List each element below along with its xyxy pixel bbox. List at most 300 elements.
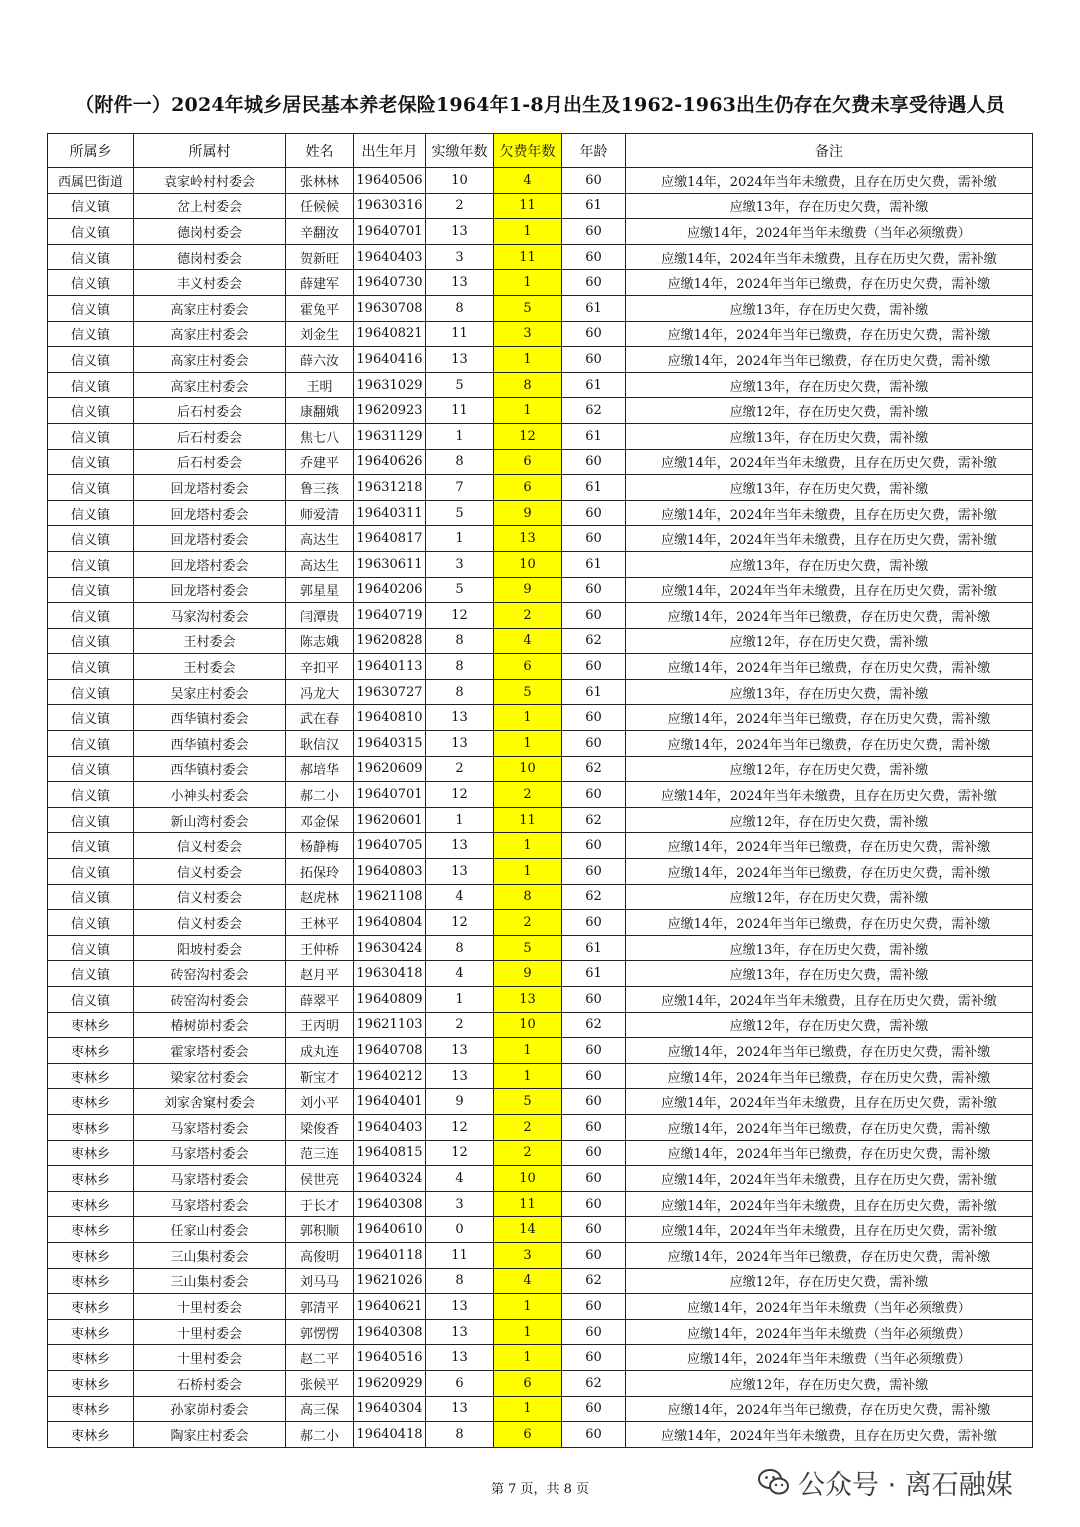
cell-remarks: 应缴14年，2024年当年已缴费，存在历史欠费，需补缴	[626, 270, 1033, 296]
table-row	[48, 423, 1033, 449]
cell-birth-date: 19640810	[354, 705, 426, 731]
cell-arrears-years: 10	[494, 1166, 562, 1192]
cell-village: 德岗村委会	[134, 244, 286, 270]
cell-birth-date: 19630418	[354, 961, 426, 987]
cell-township: 信义镇	[48, 833, 134, 859]
cell-age: 60	[562, 1422, 626, 1448]
cell-birth-date: 19640118	[354, 1242, 426, 1268]
cell-birth-date: 19631218	[354, 475, 426, 501]
cell-township: 枣林乡	[48, 1396, 134, 1422]
cell-arrears-years: 14	[494, 1217, 562, 1243]
cell-township: 信义镇	[48, 987, 134, 1013]
cell-age: 60	[562, 1089, 626, 1115]
cell-age: 60	[562, 1038, 626, 1064]
cell-name: 拓保玲	[286, 859, 354, 885]
cell-name: 张候平	[286, 1370, 354, 1396]
cell-remarks: 应缴12年，存在历史欠费，需补缴	[626, 628, 1033, 654]
cell-birth-date: 19640324	[354, 1166, 426, 1192]
cell-remarks: 应缴14年，2024年当年未缴费，且存在历史欠费，需补缴	[626, 782, 1033, 808]
cell-birth-date: 19640304	[354, 1396, 426, 1422]
table-row	[48, 628, 1033, 654]
cell-birth-date: 19630708	[354, 295, 426, 321]
cell-name: 赵月平	[286, 961, 354, 987]
cell-paid-years: 12	[426, 910, 494, 936]
cell-village: 马家沟村委会	[134, 603, 286, 629]
cell-remarks: 应缴14年，2024年当年未缴费（当年必须缴费）	[626, 1345, 1033, 1371]
cell-arrears-years: 6	[494, 1370, 562, 1396]
cell-remarks: 应缴14年，2024年当年已缴费，存在历史欠费，需补缴	[626, 705, 1033, 731]
cell-birth-date: 19640804	[354, 910, 426, 936]
cell-paid-years: 8	[426, 449, 494, 475]
header-township: 所属乡	[48, 134, 134, 168]
cell-age: 60	[562, 654, 626, 680]
cell-age: 60	[562, 500, 626, 526]
cell-township: 枣林乡	[48, 1217, 134, 1243]
cell-name: 王明	[286, 372, 354, 398]
cell-paid-years: 12	[426, 603, 494, 629]
table-row	[48, 1422, 1033, 1448]
table-row	[48, 1294, 1033, 1320]
cell-age: 60	[562, 731, 626, 757]
cell-paid-years: 8	[426, 654, 494, 680]
cell-township: 枣林乡	[48, 1319, 134, 1345]
cell-arrears-years: 1	[494, 270, 562, 296]
cell-village: 砖窑沟村委会	[134, 987, 286, 1013]
cell-paid-years: 1	[426, 807, 494, 833]
cell-birth-date: 19640418	[354, 1422, 426, 1448]
cell-remarks: 应缴14年，2024年当年未缴费，且存在历史欠费，需补缴	[626, 500, 1033, 526]
cell-arrears-years: 1	[494, 1063, 562, 1089]
cell-name: 郝二小	[286, 782, 354, 808]
cell-township: 信义镇	[48, 782, 134, 808]
cell-village: 陶家庄村委会	[134, 1422, 286, 1448]
cell-arrears-years: 4	[494, 168, 562, 194]
cell-birth-date: 19640308	[354, 1191, 426, 1217]
cell-paid-years: 11	[426, 1242, 494, 1268]
cell-arrears-years: 6	[494, 449, 562, 475]
cell-age: 60	[562, 1242, 626, 1268]
cell-village: 德岗村委会	[134, 219, 286, 245]
cell-birth-date: 19640506	[354, 168, 426, 194]
cell-birth-date: 19640315	[354, 731, 426, 757]
cell-township: 信义镇	[48, 295, 134, 321]
cell-township: 信义镇	[48, 500, 134, 526]
cell-name: 范三连	[286, 1140, 354, 1166]
cell-arrears-years: 5	[494, 295, 562, 321]
cell-village: 回龙塔村委会	[134, 551, 286, 577]
cell-birth-date: 19640610	[354, 1217, 426, 1243]
cell-village: 后石村委会	[134, 423, 286, 449]
cell-birth-date: 19640815	[354, 1140, 426, 1166]
cell-name: 乔建平	[286, 449, 354, 475]
table-row	[48, 1166, 1033, 1192]
table-row	[48, 884, 1033, 910]
cell-township: 枣林乡	[48, 1242, 134, 1268]
cell-birth-date: 19631029	[354, 372, 426, 398]
cell-remarks: 应缴14年，2024年当年已缴费，存在历史欠费，需补缴	[626, 1038, 1033, 1064]
cell-village: 梁家岔村委会	[134, 1063, 286, 1089]
cell-remarks: 应缴14年，2024年当年已缴费，存在历史欠费，需补缴	[626, 833, 1033, 859]
cell-name: 高达生	[286, 551, 354, 577]
cell-arrears-years: 1	[494, 731, 562, 757]
cell-name: 高俊明	[286, 1242, 354, 1268]
table-row	[48, 756, 1033, 782]
table-row	[48, 526, 1033, 552]
cell-paid-years: 13	[426, 1345, 494, 1371]
cell-paid-years: 11	[426, 321, 494, 347]
cell-age: 60	[562, 1140, 626, 1166]
cell-paid-years: 5	[426, 372, 494, 398]
cell-arrears-years: 1	[494, 347, 562, 373]
cell-remarks: 应缴13年，存在历史欠费，需补缴	[626, 423, 1033, 449]
cell-township: 枣林乡	[48, 1089, 134, 1115]
cell-village: 岔上村委会	[134, 193, 286, 219]
cell-township: 信义镇	[48, 884, 134, 910]
table-header-row	[48, 134, 1033, 168]
cell-remarks: 应缴14年，2024年当年已缴费，存在历史欠费，需补缴	[626, 1140, 1033, 1166]
cell-paid-years: 5	[426, 577, 494, 603]
cell-township: 信义镇	[48, 475, 134, 501]
table-row	[48, 347, 1033, 373]
cell-paid-years: 13	[426, 1319, 494, 1345]
cell-arrears-years: 5	[494, 935, 562, 961]
cell-remarks: 应缴13年，存在历史欠费，需补缴	[626, 193, 1033, 219]
cell-township: 信义镇	[48, 859, 134, 885]
cell-arrears-years: 2	[494, 910, 562, 936]
cell-age: 61	[562, 295, 626, 321]
cell-age: 60	[562, 987, 626, 1013]
cell-village: 石桥村委会	[134, 1370, 286, 1396]
cell-arrears-years: 11	[494, 193, 562, 219]
cell-paid-years: 2	[426, 193, 494, 219]
cell-paid-years: 13	[426, 859, 494, 885]
cell-birth-date: 19640705	[354, 833, 426, 859]
cell-arrears-years: 6	[494, 475, 562, 501]
cell-remarks: 应缴12年，存在历史欠费，需补缴	[626, 1268, 1033, 1294]
cell-age: 60	[562, 1166, 626, 1192]
cell-paid-years: 13	[426, 1396, 494, 1422]
table-row	[48, 449, 1033, 475]
cell-paid-years: 1	[426, 987, 494, 1013]
cell-remarks: 应缴14年，2024年当年未缴费，且存在历史欠费，需补缴	[626, 168, 1033, 194]
cell-remarks: 应缴13年，存在历史欠费，需补缴	[626, 935, 1033, 961]
cell-name: 郭积顺	[286, 1217, 354, 1243]
cell-paid-years: 8	[426, 1268, 494, 1294]
cell-village: 王村委会	[134, 654, 286, 680]
cell-paid-years: 13	[426, 270, 494, 296]
cell-age: 60	[562, 833, 626, 859]
cell-name: 刘马马	[286, 1268, 354, 1294]
cell-township: 信义镇	[48, 603, 134, 629]
cell-village: 高家庄村委会	[134, 347, 286, 373]
cell-township: 信义镇	[48, 807, 134, 833]
table-row	[48, 295, 1033, 321]
cell-name: 杨静梅	[286, 833, 354, 859]
cell-township: 枣林乡	[48, 1370, 134, 1396]
cell-township: 信义镇	[48, 731, 134, 757]
cell-birth-date: 19640416	[354, 347, 426, 373]
cell-birth-date: 19640821	[354, 321, 426, 347]
cell-name: 刘金生	[286, 321, 354, 347]
cell-name: 赵虎林	[286, 884, 354, 910]
header-remarks: 备注	[626, 134, 1033, 168]
cell-name: 郭星星	[286, 577, 354, 603]
cell-remarks: 应缴14年，2024年当年未缴费，且存在历史欠费，需补缴	[626, 244, 1033, 270]
cell-birth-date: 19640212	[354, 1063, 426, 1089]
cell-remarks: 应缴12年，存在历史欠费，需补缴	[626, 398, 1033, 424]
cell-name: 薛六汝	[286, 347, 354, 373]
table-row	[48, 244, 1033, 270]
cell-paid-years: 13	[426, 1063, 494, 1089]
cell-township: 信义镇	[48, 577, 134, 603]
cell-paid-years: 13	[426, 1294, 494, 1320]
cell-birth-date: 19640809	[354, 987, 426, 1013]
cell-township: 枣林乡	[48, 1166, 134, 1192]
table-row	[48, 1396, 1033, 1422]
cell-arrears-years: 10	[494, 1012, 562, 1038]
cell-age: 61	[562, 679, 626, 705]
cell-arrears-years: 1	[494, 1345, 562, 1371]
table-row	[48, 1319, 1033, 1345]
cell-arrears-years: 11	[494, 807, 562, 833]
cell-paid-years: 13	[426, 833, 494, 859]
header-age: 年龄	[562, 134, 626, 168]
cell-arrears-years: 1	[494, 833, 562, 859]
cell-remarks: 应缴12年，存在历史欠费，需补缴	[626, 1012, 1033, 1038]
header-paid-years: 实缴年数	[426, 134, 494, 168]
cell-village: 回龙塔村委会	[134, 475, 286, 501]
cell-birth-date: 19640803	[354, 859, 426, 885]
cell-remarks: 应缴14年，2024年当年未缴费，且存在历史欠费，需补缴	[626, 526, 1033, 552]
cell-name: 高三保	[286, 1396, 354, 1422]
cell-birth-date: 19640308	[354, 1319, 426, 1345]
cell-remarks: 应缴13年，存在历史欠费，需补缴	[626, 475, 1033, 501]
cell-remarks: 应缴12年，存在历史欠费，需补缴	[626, 756, 1033, 782]
table-row	[48, 1089, 1033, 1115]
cell-remarks: 应缴14年，2024年当年已缴费，存在历史欠费，需补缴	[626, 347, 1033, 373]
cell-village: 三山集村委会	[134, 1242, 286, 1268]
cell-birth-date: 19631129	[354, 423, 426, 449]
cell-village: 西华镇村委会	[134, 731, 286, 757]
cell-name: 张林林	[286, 168, 354, 194]
cell-arrears-years: 1	[494, 219, 562, 245]
cell-birth-date: 19640626	[354, 449, 426, 475]
cell-name: 于长才	[286, 1191, 354, 1217]
cell-village: 小神头村委会	[134, 782, 286, 808]
cell-arrears-years: 9	[494, 961, 562, 987]
cell-birth-date: 19630611	[354, 551, 426, 577]
cell-remarks: 应缴14年，2024年当年未缴费，且存在历史欠费，需补缴	[626, 577, 1033, 603]
cell-name: 陈志娥	[286, 628, 354, 654]
table-row	[48, 782, 1033, 808]
cell-birth-date: 19630316	[354, 193, 426, 219]
cell-village: 椿树峁村委会	[134, 1012, 286, 1038]
cell-paid-years: 8	[426, 935, 494, 961]
cell-birth-date: 19640708	[354, 1038, 426, 1064]
cell-birth-date: 19640817	[354, 526, 426, 552]
cell-township: 信义镇	[48, 628, 134, 654]
cell-age: 60	[562, 859, 626, 885]
cell-remarks: 应缴14年，2024年当年已缴费，存在历史欠费，需补缴	[626, 859, 1033, 885]
cell-arrears-years: 1	[494, 1319, 562, 1345]
table-row	[48, 1140, 1033, 1166]
cell-remarks: 应缴14年，2024年当年未缴费，且存在历史欠费，需补缴	[626, 987, 1033, 1013]
table-row	[48, 603, 1033, 629]
cell-arrears-years: 12	[494, 423, 562, 449]
cell-paid-years: 8	[426, 1422, 494, 1448]
cell-paid-years: 4	[426, 961, 494, 987]
cell-paid-years: 3	[426, 551, 494, 577]
cell-village: 霍家塔村委会	[134, 1038, 286, 1064]
table-row	[48, 1217, 1033, 1243]
cell-name: 薛建军	[286, 270, 354, 296]
cell-name: 冯龙大	[286, 679, 354, 705]
cell-village: 马家塔村委会	[134, 1140, 286, 1166]
cell-township: 信义镇	[48, 219, 134, 245]
cell-remarks: 应缴14年，2024年当年已缴费，存在历史欠费，需补缴	[626, 1242, 1033, 1268]
page-number: 第 7 页，共 8 页	[490, 1482, 590, 1497]
cell-township: 枣林乡	[48, 1140, 134, 1166]
cell-village: 高家庄村委会	[134, 295, 286, 321]
cell-township: 信义镇	[48, 372, 134, 398]
cell-remarks: 应缴13年，存在历史欠费，需补缴	[626, 372, 1033, 398]
cell-arrears-years: 1	[494, 705, 562, 731]
cell-name: 王林平	[286, 910, 354, 936]
table-row	[48, 961, 1033, 987]
cell-remarks: 应缴14年，2024年当年未缴费，且存在历史欠费，需补缴	[626, 1422, 1033, 1448]
watermark	[758, 1462, 1013, 1502]
table-row	[48, 1114, 1033, 1140]
cell-name: 焦七八	[286, 423, 354, 449]
cell-age: 60	[562, 1319, 626, 1345]
table-row	[48, 910, 1033, 936]
cell-village: 王村委会	[134, 628, 286, 654]
cell-township: 信义镇	[48, 347, 134, 373]
cell-township: 枣林乡	[48, 1038, 134, 1064]
watermark-text: 公众号 · 离石融媒	[798, 1469, 1013, 1501]
cell-age: 60	[562, 1294, 626, 1320]
cell-age: 60	[562, 321, 626, 347]
cell-remarks: 应缴13年，存在历史欠费，需补缴	[626, 551, 1033, 577]
table-row	[48, 731, 1033, 757]
cell-arrears-years: 10	[494, 551, 562, 577]
cell-name: 贺新旺	[286, 244, 354, 270]
cell-age: 60	[562, 910, 626, 936]
cell-village: 三山集村委会	[134, 1268, 286, 1294]
cell-remarks: 应缴14年，2024年当年已缴费，存在历史欠费，需补缴	[626, 731, 1033, 757]
cell-village: 砖窑沟村委会	[134, 961, 286, 987]
cell-arrears-years: 8	[494, 884, 562, 910]
cell-township: 枣林乡	[48, 1063, 134, 1089]
cell-arrears-years: 3	[494, 1242, 562, 1268]
cell-age: 62	[562, 807, 626, 833]
cell-village: 十里村委会	[134, 1345, 286, 1371]
header-birth-date: 出生年月	[354, 134, 426, 168]
cell-remarks: 应缴14年，2024年当年已缴费，存在历史欠费，需补缴	[626, 1063, 1033, 1089]
cell-birth-date: 19621103	[354, 1012, 426, 1038]
cell-remarks: 应缴14年，2024年当年已缴费，存在历史欠费，需补缴	[626, 321, 1033, 347]
cell-arrears-years: 2	[494, 1114, 562, 1140]
cell-name: 成丸连	[286, 1038, 354, 1064]
cell-arrears-years: 9	[494, 577, 562, 603]
cell-village: 袁家岭村村委会	[134, 168, 286, 194]
cell-township: 信义镇	[48, 910, 134, 936]
cell-village: 信义村委会	[134, 910, 286, 936]
cell-township: 信义镇	[48, 449, 134, 475]
cell-paid-years: 9	[426, 1089, 494, 1115]
table-row	[48, 168, 1033, 194]
header-village: 所属村	[134, 134, 286, 168]
table-row	[48, 321, 1033, 347]
cell-paid-years: 8	[426, 295, 494, 321]
cell-age: 61	[562, 193, 626, 219]
cell-arrears-years: 1	[494, 859, 562, 885]
cell-age: 61	[562, 475, 626, 501]
table-row	[48, 705, 1033, 731]
cell-arrears-years: 1	[494, 1396, 562, 1422]
cell-township: 信义镇	[48, 423, 134, 449]
cell-age: 60	[562, 1396, 626, 1422]
cell-name: 闫潭贵	[286, 603, 354, 629]
cell-paid-years: 1	[426, 526, 494, 552]
cell-township: 信义镇	[48, 193, 134, 219]
cell-township: 枣林乡	[48, 1012, 134, 1038]
cell-arrears-years: 11	[494, 1191, 562, 1217]
cell-township: 信义镇	[48, 935, 134, 961]
table-row	[48, 219, 1033, 245]
cell-township: 信义镇	[48, 654, 134, 680]
cell-arrears-years: 5	[494, 1089, 562, 1115]
cell-name: 郝培华	[286, 756, 354, 782]
cell-name: 辛翻汝	[286, 219, 354, 245]
cell-township: 西属巴街道	[48, 168, 134, 194]
cell-township: 信义镇	[48, 961, 134, 987]
cell-village: 新山湾村委会	[134, 807, 286, 833]
cell-paid-years: 6	[426, 1370, 494, 1396]
cell-age: 60	[562, 244, 626, 270]
cell-age: 62	[562, 1268, 626, 1294]
cell-paid-years: 5	[426, 500, 494, 526]
cell-village: 丰义村委会	[134, 270, 286, 296]
cell-paid-years: 3	[426, 244, 494, 270]
table-row	[48, 859, 1033, 885]
cell-paid-years: 13	[426, 705, 494, 731]
cell-name: 王仲桥	[286, 935, 354, 961]
cell-remarks: 应缴14年，2024年当年未缴费，且存在历史欠费，需补缴	[626, 1166, 1033, 1192]
cell-remarks: 应缴14年，2024年当年未缴费（当年必须缴费）	[626, 219, 1033, 245]
cell-name: 梁俊香	[286, 1114, 354, 1140]
cell-age: 62	[562, 398, 626, 424]
cell-village: 回龙塔村委会	[134, 577, 286, 603]
cell-remarks: 应缴14年，2024年当年已缴费，存在历史欠费，需补缴	[626, 1114, 1033, 1140]
cell-name: 邓金保	[286, 807, 354, 833]
cell-village: 西华镇村委会	[134, 756, 286, 782]
cell-paid-years: 7	[426, 475, 494, 501]
cell-age: 60	[562, 1063, 626, 1089]
cell-name: 任候候	[286, 193, 354, 219]
wechat-icon	[758, 1468, 790, 1496]
cell-village: 后石村委会	[134, 398, 286, 424]
cell-age: 60	[562, 526, 626, 552]
cell-birth-date: 19640730	[354, 270, 426, 296]
cell-remarks: 应缴13年，存在历史欠费，需补缴	[626, 961, 1033, 987]
cell-village: 回龙塔村委会	[134, 526, 286, 552]
cell-paid-years: 1	[426, 423, 494, 449]
cell-paid-years: 10	[426, 168, 494, 194]
cell-paid-years: 12	[426, 1114, 494, 1140]
cell-paid-years: 13	[426, 347, 494, 373]
cell-name: 霍兔平	[286, 295, 354, 321]
